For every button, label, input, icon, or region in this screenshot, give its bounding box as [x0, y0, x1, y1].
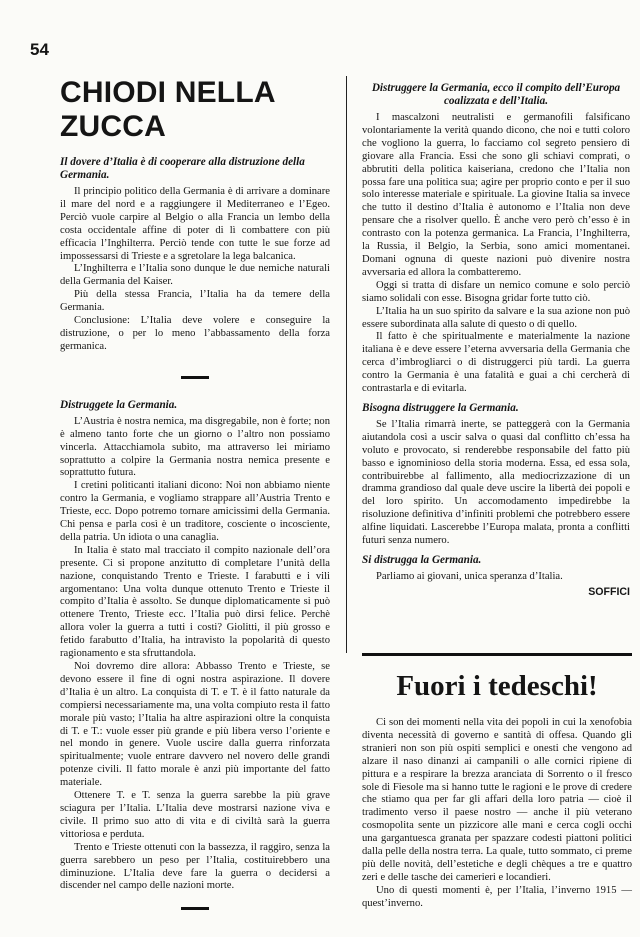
- right-column: [362, 76, 630, 598]
- column-divider: [346, 76, 347, 653]
- paragraph: Se l’Italia rimarrà inerte, se patteggerà con la Germania aiutandola così a uscir salva o quasi dal conflitto ch’essa ha voluto e provocato, si renderebbe responsabile del fatto più basso e ignominioso della storia moderna. Essa, ed essa sola, contribuirebbe al fallimento, alla mediocrizzazione di un dramma grandioso dal quale deve uscire la libertà dei popoli e del loro spirito. Un accomodamento impedirebbe la risoluzione definitiva d’infiniti problemi che potrebbero essere alfine liquidati. Lascerebbe l’Europa malata, pronta a conflitti futuri senza numero.: [362, 418, 630, 547]
- paragraph: I cretini politicanti italiani dicono: Noi non abbiamo niente contro la Germania, e vogliamo strappare all’Austria Trento e Trieste, ecc. Dopo potremo tornare amicissimi della Germania. Chi pensa e parla così è un traditore, cosciente o incosciente, della patria. Un idiota o una canaglia.: [60, 480, 330, 543]
- section-bisogna: [362, 402, 630, 548]
- section-divider: [181, 376, 209, 379]
- paragraph: Ottenere T. e T. senza la guerra sarebbe la più grave sciagura per l’Italia. L’Italia deve mostrarsi nazione viva e civile. Il primo suo atto di vita e di civiltà sarà la guerra vittoriosa e perduta.: [60, 790, 330, 840]
- paragraph: In Italia è stato mal tracciato il compito nazionale dell’ora presente. Ci si propone anzitutto di completare l’unità della nazione, conquistando Trento e Trieste. I farabutti e i vili argomentano: Una volta dunque ottenuto Trento e Trieste il compito d’Italia è assolto. Se dunque diplomaticamente si può ottenere Trento, Trieste ecc. l’Italia può dirsi felice. Perchè allora voler la guerra a tutti i costi? Giolitti, il più grosso e fetido farabutto d’Italia, ha intravisto la popolarità di questo ragionamento e sta sfruttandola.: [60, 544, 330, 660]
- section-dovere: [60, 156, 330, 354]
- section-heading: Bisogna distruggere la Germania.: [362, 401, 519, 414]
- section-si-distrugga: [362, 554, 630, 598]
- section-heading: Si distrugga la Germania.: [362, 554, 482, 566]
- section-compito: [362, 82, 630, 396]
- paragraph: L’Austria è nostra nemica, ma disgregabile, non è forte; non è almeno tanto forte che un giorno o l’altro non possiamo vincerla. Attacchiamola subito, ma attraverso lei miriamo soprattutto a colpire la Germania nostra nemica presente e soprattutto futura.: [60, 415, 330, 479]
- article-title: CHIODI NELLA ZUCCA: [60, 76, 275, 143]
- article-fuori-i-tedeschi: [362, 653, 632, 911]
- paragraph: I mascalzoni neutralisti e germanofili falsificano volontariamente la verità quando dicono, che noi e tutti coloro che vogliono la guerra, lo facciamo col segreto pensiero di giovare alla Francia. Essi che sono gli schiavi comprati, o abbrutiti della politica kaiseriana, credono che l’Italia non possa fare una politica sua; agire per proprio conto e per il suo solo interesse materiale e spirituale. La giovine Italia sa invece che tutto il destino d’Italia è autonomo e l’Italia non deve pensare che a risolver quello. È anche vero però ch’esso è in contrasto con la potenza germanica. La Francia, l’Inghilterra, la Russia, il Belgio, la Serbia, sono amici momentanei. Domani ognuna di queste nazioni può divenire nostra avversaria ed allora la combatteremo.: [362, 112, 630, 278]
- page-number: 54: [30, 40, 49, 59]
- section-heading: Distruggete la Germania.: [60, 398, 178, 411]
- paragraph: Trento e Trieste ottenuti con la bassezza, il raggiro, senza la guerra sarebbero un peso per l’Italia, costituirebbero una diminuzione. L’Italia deve fare la guerra o decidersi a discender nel campo delle nazioni morte.: [60, 841, 330, 892]
- paragraph: L’Inghilterra e l’Italia sono dunque le due nemiche naturali della Germania del Kaiser.: [60, 263, 330, 288]
- section-distruggete: [60, 399, 330, 894]
- section-divider: [181, 907, 209, 910]
- paragraph: Più della stessa Francia, l’Italia ha da temere della Germania.: [60, 289, 330, 314]
- section-heading: Il dovere d’Italia è di cooperare alla distruzione della Germania.: [60, 156, 305, 181]
- paragraph: Oggi si tratta di disfare un nemico comune e solo perciò siamo solidali con esse. Bisogna gridar forte tutto ciò.: [362, 279, 630, 304]
- paragraph: L’Italia ha un suo spirito da salvare e la sua azione non può essere subordinata alla salute di questo o di quello.: [362, 305, 630, 330]
- article-rule: [362, 653, 632, 656]
- paragraph: Conclusione: L’Italia deve volere e conseguire la distruzione, o per lo meno l’abbassamento della forza germanica.: [60, 315, 330, 352]
- paragraph: Parliamo ai giovani, unica speranza d’Italia.: [376, 571, 563, 582]
- left-column: [60, 76, 330, 926]
- author-signature: SOFFICI: [588, 585, 630, 598]
- paragraph: Il principio politico della Germania è di arrivare a dominare il mare del nord e a raggiungere il Mediterraneo e l’Egeo. Perciò vuole carpire al Belgio o alla Francia un lembo della costa occidentale affine di poter di lì combattere con più efficacia l’Inghilterra. Perciò tende con tutte le sue forze ad impossessarsi di Trieste e a sgretolare la lega balcanica.: [60, 186, 330, 262]
- article-title: Fuori i tedeschi!: [396, 670, 598, 702]
- paragraph: Noi dovremo dire allora: Abbasso Trento e Trieste, se devono essere il fine di ogni nostra aspirazione. Il dovere d’Italia è un altro. La conquista di T. e T. è il fatto naturale da compiersi necessariamente ma, una volta compiuto resta il fatto morale più vasto; l’Italia ha altre aspirazioni oltre la conquista di T. e T.: vuole esser più grande e più libera verso l’oriente e nel mondo in genere. Vuole uscire dalla guerra rinforzata spiritualmente; vuole entrare davvero nel novero delle grandi potenze civili. Il fatto morale è anzi più importante del fatto materiale.: [60, 661, 330, 789]
- paragraph: Ci son dei momenti nella vita dei popoli in cui la xenofobia diventa necessità di governo e santità di offesa. Quando gli stranieri non son più ospiti semplici e onesti che vengono ad alzare il naso dinanzi ai campanili o alle cornici ripiene di pittura e a respirare la brezza aranciata di Sorrento o il fresco sole di Fiesole ma si hanno tutte le ragioni e le prove di credere che stiamo qua per far gli affari della loro patria — cioè il tradimento verso il paese nostro — anche il più veterano cosmopolita sente un pizzicore alle mani e cerca cogli occhi una gargantuesca granata per spazzare codesti piattoni politici dalla pelle della nostra terra. La quale, tutto sommato, ci preme più delle novità, dell’estetiche e degli chèques a tre e quattro zeri e delle tasche dei camerieri e locandieri.: [362, 717, 632, 883]
- section-heading: Distruggere la Germania, ecco il compito dell’Europa coalizzata e dell’Italia.: [371, 82, 621, 107]
- paragraph: Il fatto è che spiritualmente e materialmente la nazione italiana è e deve essere l’eterna avversaria della Germania che cerca d’imbrogliarci o di distruggerci più tardi. La guerra contro la Germania è una fatalità e guai a chi cercherà di contrastarla e di evitarla.: [362, 331, 630, 395]
- paragraph: Uno di questi momenti è, per l’Italia, l’inverno 1915 — quest’inverno.: [362, 884, 632, 909]
